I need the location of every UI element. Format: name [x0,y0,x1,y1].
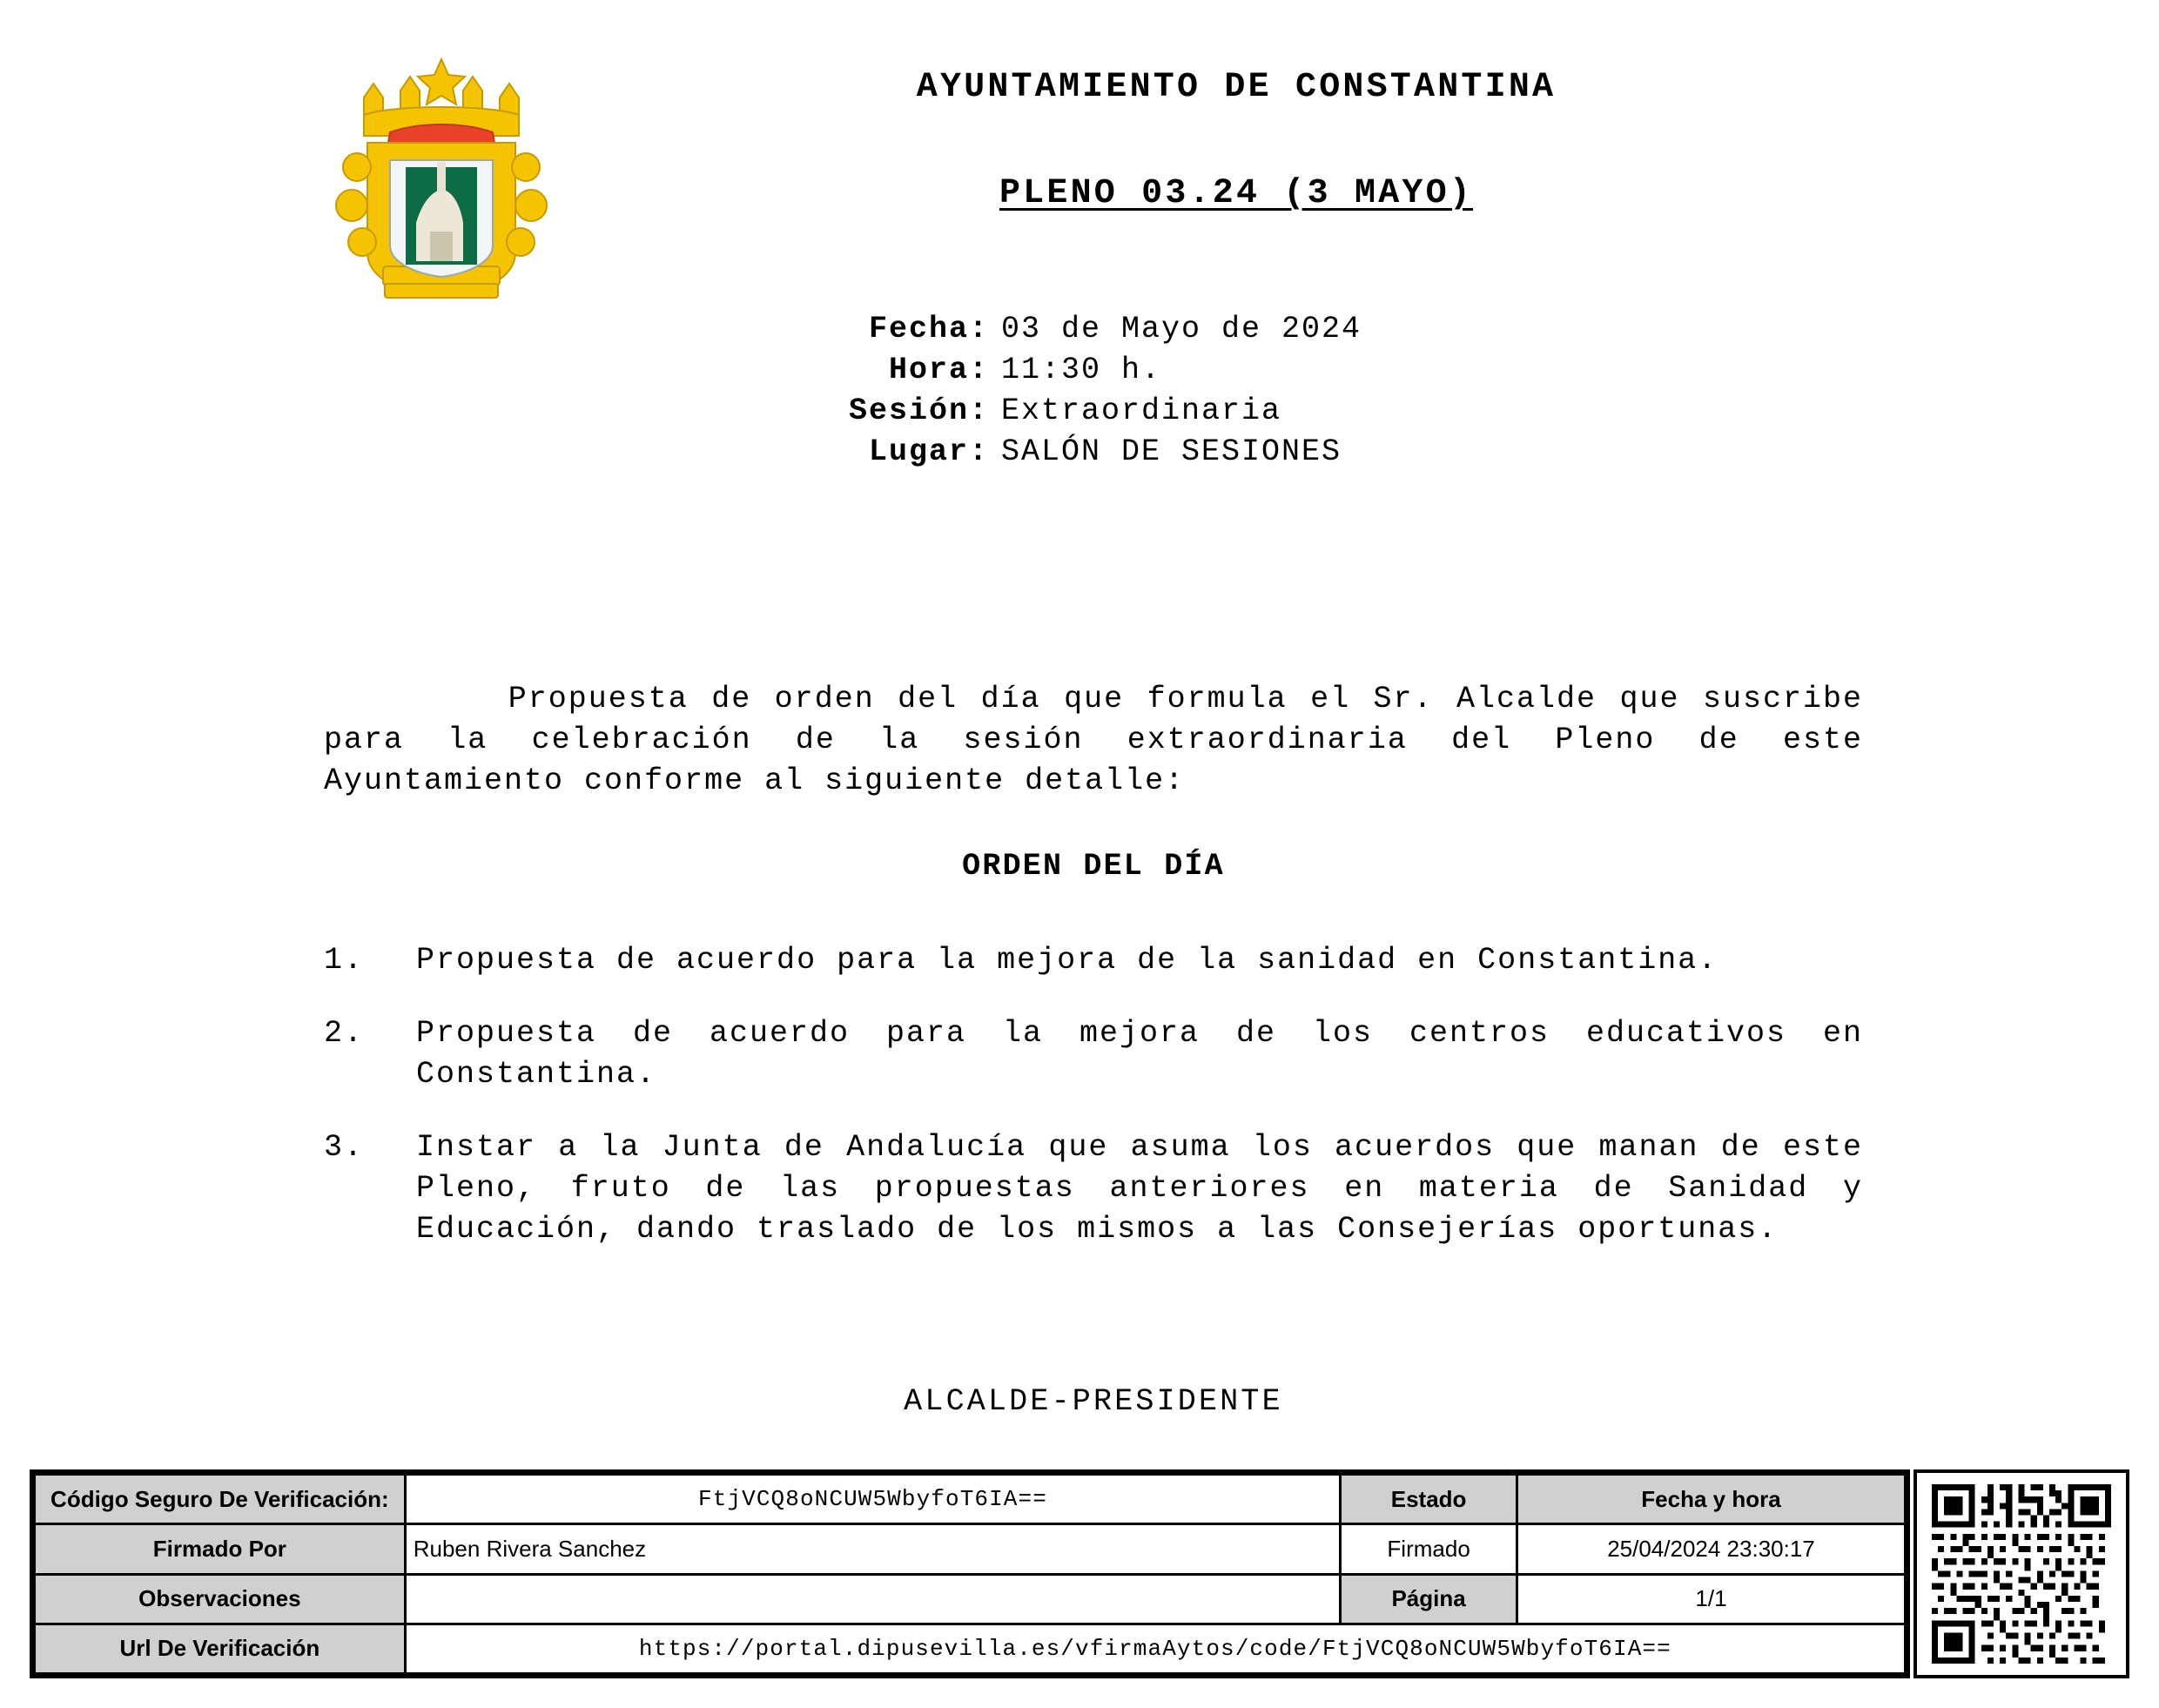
firmado-por-label-cell: Firmado Por [35,1524,406,1574]
session-meta-block [0,312,2159,475]
meta-value-hora: 11:30 h. [1001,353,1162,387]
table-row-firmado-por [35,1524,1906,1574]
meta-label-lugar: Lugar: [868,434,989,469]
agenda-list [324,940,1884,1282]
verification-table [33,1473,1907,1675]
document-subtitle-text: PLENO 03.24 (3 MAYO) [999,174,1474,213]
table-row-observaciones [35,1574,1906,1624]
table-row-url [35,1624,1906,1673]
observaciones-value-cell [405,1574,1341,1624]
meta-row-fecha [0,312,2159,353]
agenda-item-1 [324,940,1863,981]
meta-label-fecha: Fecha: [868,312,989,346]
fecha-header-cell: Fecha y hora [1517,1475,1905,1524]
fecha-value-cell: 25/04/2024 23:30:17 [1517,1524,1905,1574]
meta-label-hora: Hora: [888,353,989,387]
qr-code-box[interactable] [1914,1469,2129,1678]
observaciones-label-cell: Observaciones [35,1574,406,1624]
url-label-cell: Url De Verificación [35,1624,406,1673]
pagina-label-cell: Página [1341,1574,1517,1624]
table-row-csv [35,1475,1906,1524]
meta-value-sesion: Extraordinaria [1001,393,1282,428]
meta-value-lugar: SALÓN DE SESIONES [1001,434,1342,469]
verification-table-wrapper [30,1469,1910,1678]
verification-footer [30,1469,2129,1678]
meta-row-sesion [0,393,2159,434]
url-value-cell[interactable]: https://portal.dipusevilla.es/vfirmaAytos/code/FtjVCQ8oNCUW5WbyfoT6IA== [405,1624,1905,1673]
coat-of-arms-emblem [333,52,550,305]
agenda-item-text: Instar a la Junta de Andalucía que asuma los acuerdos que manan de este Pleno, fruto de las propuestas anteriores en materia de Sanidad y Educación, dando traslado de los mismos a las Consejerías oportunas. [416,1130,1884,1247]
meta-label-sesion: Sesión: [848,393,989,428]
signature-title: ALCALDE-PRESIDENTE [904,1384,1283,1419]
agenda-item-3 [324,1127,1884,1250]
agenda-item-number: 1. [324,943,365,978]
qr-code-icon [1932,1484,2111,1664]
document-title: AYUNTAMIENTO DE CONSTANTINA [916,68,1557,107]
estado-value-cell: Firmado [1341,1524,1517,1574]
meta-value-fecha: 03 de Mayo de 2024 [1001,312,1362,346]
firmado-por-value-cell: Ruben Rivera Sanchez [405,1524,1341,1574]
agenda-item-text: Propuesta de acuerdo para la mejora de la sanidad en Constantina. [416,943,1718,978]
meta-row-hora [0,353,2159,393]
csv-label-cell: Código Seguro De Verificación: [35,1475,406,1524]
estado-header-cell: Estado [1341,1475,1517,1524]
agenda-item-text: Propuesta de acuerdo para la mejora de los centros educativos en Constantina. [416,1016,1884,1092]
agenda-item-2 [324,1013,1884,1095]
document-subtitle [557,174,1915,213]
agenda-item-number: 3. [324,1130,365,1165]
intro-paragraph: Propuesta de orden del día que formula el Sr. Alcalde que suscribe para la celebración de la sesión extraordinaria del Pleno de este Ayuntamiento conforme al siguiente detalle: [324,682,1884,798]
agenda-item-number: 2. [324,1016,365,1051]
meta-row-lugar [0,434,2159,475]
pagina-value-cell: 1/1 [1517,1574,1905,1624]
csv-value-cell: FtjVCQ8oNCUW5WbyfoT6IA== [405,1475,1341,1524]
orden-del-dia-heading: ORDEN DEL DÍA [962,849,1225,884]
